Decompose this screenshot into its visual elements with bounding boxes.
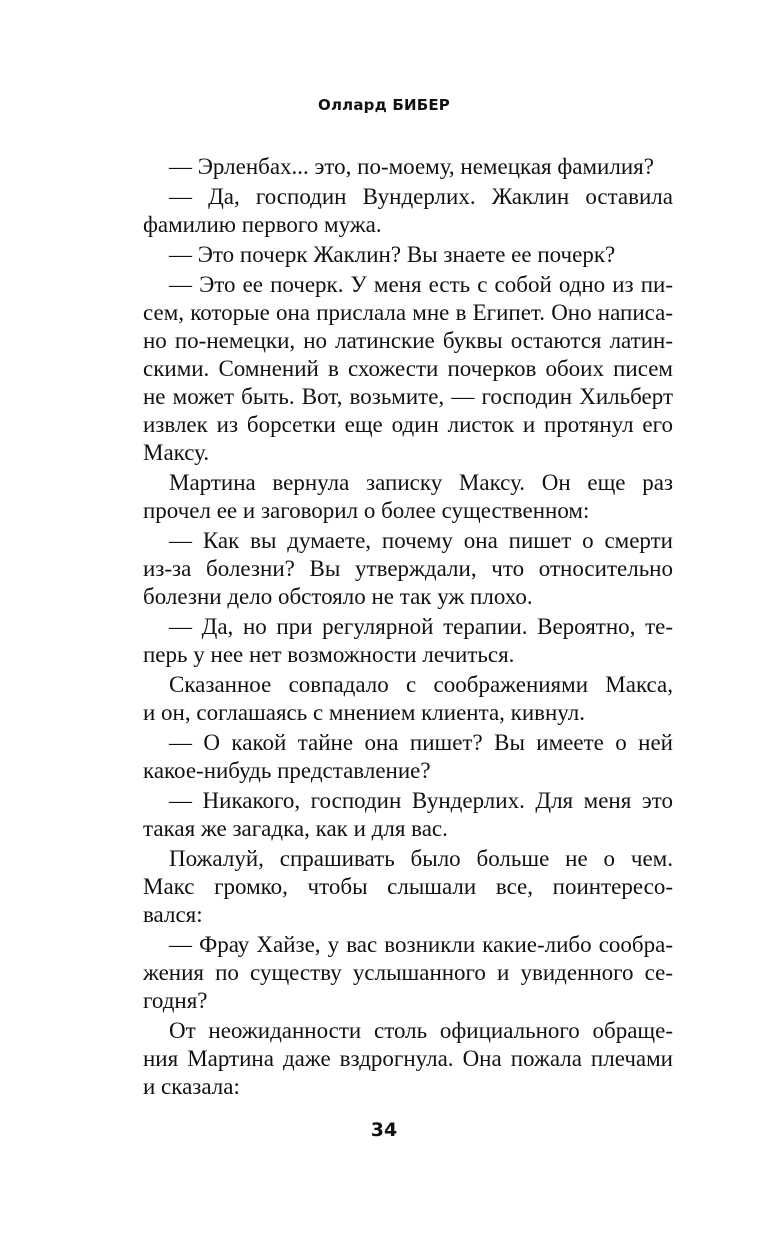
- text-line: — Эрленбах... это, по-моему, немецкая фамилия?: [169, 154, 654, 179]
- text-line: из-за болезни? Вы утверждали, что относительно: [143, 556, 673, 581]
- text-line: — Да, господин Вундерлих. Жаклин оставила: [169, 184, 673, 209]
- text-line: Мартина вернула записку Максу. Он еще раз: [169, 470, 673, 495]
- paragraph: [143, 152, 673, 182]
- paragraph: [143, 612, 673, 670]
- text-line: перь у нее нет возможности лечиться.: [143, 642, 515, 667]
- text-line: Макс громко, чтобы слышали все, поинтересо-: [143, 874, 673, 899]
- paragraph: [143, 468, 673, 526]
- body-text: [143, 152, 673, 1102]
- paragraph: [143, 930, 673, 1016]
- text-line: — Да, но при регулярной терапии. Вероятно, те-: [169, 614, 673, 639]
- text-line: прочел ее и заговорил о более существенном:: [143, 498, 590, 523]
- paragraph: [143, 240, 673, 270]
- text-line: — Никакого, господин Вундерлих. Для меня это: [169, 788, 673, 813]
- paragraph: [143, 844, 673, 930]
- text-line: не может быть. Вот, возьмите, — господин Хильберт: [143, 384, 673, 409]
- text-line: вался:: [143, 902, 203, 927]
- paragraph: [143, 526, 673, 612]
- text-line: сем, которые она прислала мне в Египет. Оно написа-: [143, 300, 673, 325]
- text-line: — О какой тайне она пишет? Вы имеете о ней: [169, 730, 673, 755]
- paragraph: [143, 182, 673, 240]
- text-line: — Как вы думаете, почему она пишет о смерти: [169, 528, 673, 553]
- running-head: Оллард БИБЕР: [318, 96, 450, 114]
- text-line: но по-немецки, но латинские буквы остаются латин-: [143, 328, 673, 353]
- text-line: такая же загадка, как и для вас.: [143, 816, 448, 841]
- text-line: — Это почерк Жаклин? Вы знаете ее почерк?: [169, 242, 616, 267]
- text-line: годня?: [143, 988, 208, 1013]
- text-line: Пожалуй, спрашивать было больше не о чем.: [169, 846, 673, 871]
- text-line: От неожиданности столь официального обраще-: [169, 1018, 673, 1043]
- text-line: фамилию первого мужа.: [143, 212, 382, 237]
- paragraph: [143, 786, 673, 844]
- text-line: Сказанное совпадало с соображениями Макса,: [169, 672, 673, 697]
- text-line: — Это ее почерк. У меня есть с собой одно из пи-: [169, 272, 673, 297]
- text-line: извлек из борсетки еще один листок и протянул его: [143, 412, 673, 437]
- text-line: и сказала:: [143, 1074, 240, 1099]
- text-line: и он, соглашаясь с мнением клиента, кивнул.: [143, 700, 586, 725]
- text-line: жения по существу услышанного и увиденного се-: [143, 960, 673, 985]
- text-line: скими. Сомнений в схожести почерков обоих писем: [143, 356, 673, 381]
- paragraph: [143, 270, 673, 468]
- text-line: ния Мартина даже вздрогнула. Она пожала плечами: [143, 1046, 673, 1071]
- text-line: Максу.: [143, 440, 210, 465]
- paragraph: [143, 1016, 673, 1102]
- page-number: 34: [370, 1119, 398, 1141]
- text-line: — Фрау Хайзе, у вас возникли какие-либо сообра-: [169, 932, 673, 957]
- paragraph: [143, 670, 673, 728]
- text-line: какое-нибудь представление?: [143, 758, 431, 783]
- text-line: болезни дело обстояло не так уж плохо.: [143, 584, 533, 609]
- paragraph: [143, 728, 673, 786]
